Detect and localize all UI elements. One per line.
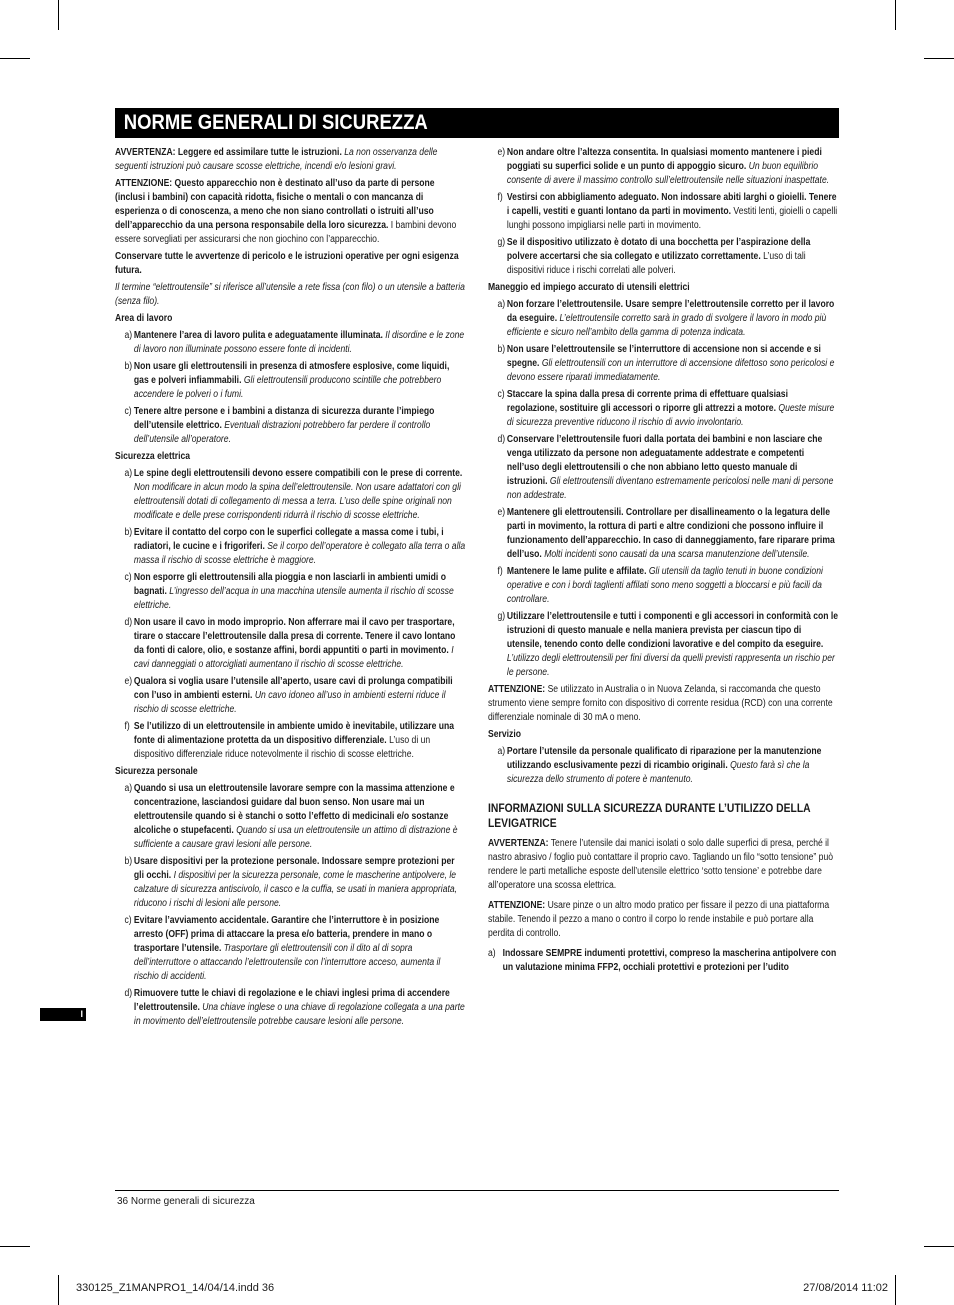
crop-mark xyxy=(58,1275,59,1305)
crop-mark xyxy=(895,1275,896,1305)
list-item: c) Non esporre gli elettroutensili alla pioggia e non lasciarli in ambienti umidi o bagnati. L’ingresso dell’acqua in una macchina utensile aumenta il rischio di scosse elettriche. xyxy=(124,572,454,611)
paragraph: ATTENZIONE: Usare pinze o un altro modo pratico per fissare il pezzo di una piattaforma stabile. Tenendo il pezzo a mano o contro il corpo lo rende instabile e può portare alla perdita di controllo. xyxy=(488,900,830,939)
paragraph: AVVERTENZA: Tenere l’utensile dai manici isolati o solo dalle superfici di presa, perché il nastro abrasivo / foglio può contattare il proprio cavo. Tagliando un filo “sotto tensione” può rendere le parti metalliche esposte dell’utensile elettrico ‘sotto tensione’ e potrebbe dare all’operatore una scossa elettrica. xyxy=(488,838,834,891)
list-item: c) Evitare l’avviamento accidentale. Garantire che l’interruttore è in posizione arresto (OFF) prima di attaccare la presa e/o batteria, prendere in mano o trasportare l’utensile. Trasportare gli elettroutensili con il dito al di sopra dell’interruttore o attaccando l’elettroutensile con l’interruttore acceso, aumenta il rischio di accidenti. xyxy=(124,915,441,982)
list-item: c) Tenere altre persone e i bambini a distanza di sicurezza durante l’impiego dell’utensile elettrico. Eventuali distrazioni potrebbero far perdere il controllo dell’utensile all’operatore. xyxy=(124,406,435,445)
subsection-heading: INFORMAZIONI SULLA SICUREZZA DURANTE L’UTILIZZO DELLA LEVIGATRICE xyxy=(488,801,811,830)
language-tab: I xyxy=(40,1008,86,1021)
list-item: g) Utilizzare l’elettroutensile e tutti i componenti e gli accessori in conformità con le istruzioni di questo manuale e nella maniera prevista per ciascun tipo di utensile, tenendo conto delle condizioni lavorative e del compito da eseguire. L’utilizzo degli elettroutensili per fini diversi da quelli previsti rappresenta un rischio per le persone. xyxy=(497,611,839,678)
list-item: d) Conservare l’elettroutensile fuori dalla portata dei bambini e non lasciare che venga utilizzato da persone non adeguatamente addestrate e competenti nell’uso degli elettroutensili o che non abbiano letto questo manuale di istruzioni. Gli elettroutensili diventano estremamente pericolosi nelle mani di persone non addestrate. xyxy=(497,434,834,501)
section-heading: Servizio xyxy=(488,729,521,740)
print-slug-file: 330125_Z1MANPRO1_14/04/14.indd 36 xyxy=(76,1282,275,1294)
paragraph: AVVERTENZA: Leggere ed assimilare tutte le istruzioni. La non osservanza delle seguenti istruzioni può causare scosse elettriche, incendi e/o lesioni gravi. xyxy=(115,147,438,172)
list-item: b) Usare dispositivi per la protezione personale. Indossare sempre protezioni per gli occhi. I dispositivi per la sicurezza personale, come le mascherine antipolvere, le calzature di sicurezza antiscivolo, il casco e la cuffia, se usati in maniera appropriata, riducono i rischi di lesioni alle persone. xyxy=(124,856,458,909)
list-item: e) Qualora si voglia usare l’utensile all’aperto, usare cavi di prolunga compatibili con l’uso in ambienti esterni. Un cavo idoneo all’uso in ambienti esterni riduce il rischio di scosse elettriche. xyxy=(124,676,453,715)
list-item: e) Non andare oltre l’altezza consentita. In qualsiasi momento mantenere i piedi poggiati su superfici solide e un punto di appoggio sicuro. Un buon equilibrio consente di avere il massimo controllo sull’elettroutensile nelle situazioni inaspettate. xyxy=(497,147,830,186)
paragraph: Conservare tutte le avvertenze di pericolo e le istruzioni operative per ogni esigenza futura. xyxy=(115,251,459,276)
crop-mark xyxy=(58,0,59,30)
paragraph: ATTENZIONE: Questo apparecchio non è destinato all’uso da parte di persone (inclusi i bambini) con capacità ridotta, fisiche o mentali o con mancanza di esperienza o di conoscenza, a meno che non siano controllati o istruiti all’uso dell’apparecchio da una persona responsabile della loro sicurezza. I bambini devono essere sorvegliati per assicurarsi che non giochino con l’apparecchio. xyxy=(115,178,457,245)
crop-mark xyxy=(0,58,30,59)
section-heading: Sicurezza personale xyxy=(115,766,198,777)
crop-mark xyxy=(924,1246,954,1247)
section-heading: Maneggio ed impiego accurato di utensili elettrici xyxy=(488,282,690,293)
crop-mark xyxy=(0,1246,30,1247)
list-item: b) Non usare gli elettroutensili in presenza di atmosfere esplosive, come liquidi, gas e polveri infiammabili. Gli elettroutensili producono scintille che potrebbero accendere le polveri o i fumi. xyxy=(124,361,450,400)
list-item: f) Vestirsi con abbigliamento adeguato. Non indossare abiti larghi o gioielli. Tenere i capelli, vestiti e guanti lontano da parti in movimento. Vestiti lenti, gioielli o capelli lunghi possono impigliarsi nelle parti in movimento. xyxy=(497,192,838,231)
list-item: g) Se il dispositivo utilizzato è dotato di una bocchetta per l’aspirazione della polvere accertarsi che sia collegato e utilizzato correttamente. L’uso di tali dispositivi riduce i rischi correlati alle polveri. xyxy=(497,237,811,276)
list-item: d) Rimuovere tutte le chiavi di regolazione e le chiavi inglesi prima di accendere l’elettroutensile. Una chiave inglese o una chiave di regolazione collegata a una parte in movimento dell’elettroutensile potrebbe causare lesioni alle persone. xyxy=(124,988,465,1027)
right-column xyxy=(488,146,839,978)
list-item: a) Mantenere l’area di lavoro pulita e adeguatamente illuminata. Il disordine e le zone di lavoro non illuminate possono essere fonte di incidenti. xyxy=(124,330,465,355)
footer-rule xyxy=(115,1190,839,1191)
list-item: e) Mantenere gli elettroutensili. Controllare per disallineamento o la legatura delle parti in movimento, la rottura di parti e altre condizioni che possono influire il funzionamento dell’apparecchio. In caso di danneggiamento, fare riparare prima dell’uso. Molti incidenti sono causati da una scarsa manutenzione dell’utensile. xyxy=(497,507,835,560)
list-item: f) Mantenere le lame pulite e affilate. Gli utensili da taglio tenuti in buone condizioni operative e con i bordi taglienti affilati sono meno soggetti a bloccarsi e più facili da controllare. xyxy=(497,566,823,605)
crop-mark xyxy=(924,58,954,59)
paragraph: Il termine “elettroutensile” si riferisce all’utensile a rete fissa (con filo) o un utensile a batteria (senza filo). xyxy=(115,282,465,307)
list-item: a) Non forzare l’elettroutensile. Usare sempre l’elettroutensile corretto per il lavoro da eseguire. L’elettroutensile corretto sarà in grado di svolgere il lavoro in modo più efficiente e sicuro nell’ambito della gamma di potenza indicata. xyxy=(497,299,835,338)
print-slug-date: 27/08/2014 11:02 xyxy=(803,1282,888,1294)
list-item: c) Staccare la spina dalla presa di corrente prima di effettuare qualsiasi regolazione, sostituire gli accessori o riporre gli attrezzi a motore. Queste misure di sicurezza preventive riducono il rischio di avvio involontario. xyxy=(497,389,835,428)
page-title: NORME GENERALI DI SICUREZZA xyxy=(123,111,428,134)
section-heading: Sicurezza elettrica xyxy=(115,451,191,462)
crop-mark xyxy=(895,0,896,30)
page-footer: 36 Norme generali di sicurezza xyxy=(117,1196,255,1207)
list-item: a) Le spine degli elettroutensili devono essere compatibili con le prese di corrente. Non modificare in alcun modo la spina dell’elettroutensile. Non usare adattatori con gli elettroutensili dotati di collegamento di messa a terra. L’uso delle spine originali non modificate e delle prese corrispondenti ridurrà il rischio di scosse elettriche. xyxy=(124,468,463,521)
left-column xyxy=(115,146,467,1032)
list-item: d) Non usare il cavo in modo improprio. Non afferrare mai il cavo per trasportare, tirare o staccare l’elettroutensile dalla presa di corrente. Tenere il cavo lontano da fonti di calore, olio, e sostanze affini, bordi appuntiti o parti in movimento. I cavi danneggiati o attorcigliati aumentano il rischio di scosse elettriche. xyxy=(124,617,456,670)
list-item: a) Quando si usa un elettroutensile lavorare sempre con la massima attenzione e concentrazione, lasciandosi guidare dal buon senso. Non usare mai un elettroutensile quando si è stanchi o sotto l’effetto di medicinali e/o sostanze alcoliche o stupefacenti. Quando si usa un elettroutensile un attimo di distrazione è sufficiente a causare gravi lesioni alle persone. xyxy=(124,783,458,850)
list-item: f) Se l’utilizzo di un elettroutensile in ambiente umido è inevitabile, utilizzare una fonte di alimentazione protetta da un dispositivo differenziale. L’uso di un dispositivo differenziale riduce notevolmente il rischio di scosse elettriche. xyxy=(124,721,455,760)
section-heading: Area di lavoro xyxy=(115,313,173,324)
list-item: b) Evitare il contatto del corpo con le superfici collegate a massa come i tubi, i radiatori, le cucine e i frigoriferi. Se il corpo dell’operatore è collegato alla terra o alla massa il rischio di scosse elettriche è maggiore. xyxy=(124,527,466,566)
list-item: a) Portare l’utensile da personale qualificato di riparazione per la manutenzione utilizzando esclusivamente pezzi di ricambio originali. Questo farà sì che la sicurezza dello strumento di potere è mantenuto. xyxy=(497,746,822,785)
paragraph: ATTENZIONE: Se utilizzato in Australia o in Nuova Zelanda, si raccomanda che questo strumento viene sempre fornito con dispositivo di corrente residua (RCD) con una corrente differenziale nominale di 30 mA o meno. xyxy=(488,684,833,723)
title-banner xyxy=(115,108,839,138)
list-item: a) Indossare SEMPRE indumenti protettivi, compreso la mascherina antipolvere con un valutazione minima FFP2, occhiali protettivi e protezioni per l’udito xyxy=(488,948,837,973)
list-item: b) Non usare l’elettroutensile se l’interruttore di accensione non si accende e si spegne. Gli elettroutensili con un interruttore di accensione difettoso sono pericolosi e devono essere riparati immediatamente. xyxy=(497,344,835,383)
